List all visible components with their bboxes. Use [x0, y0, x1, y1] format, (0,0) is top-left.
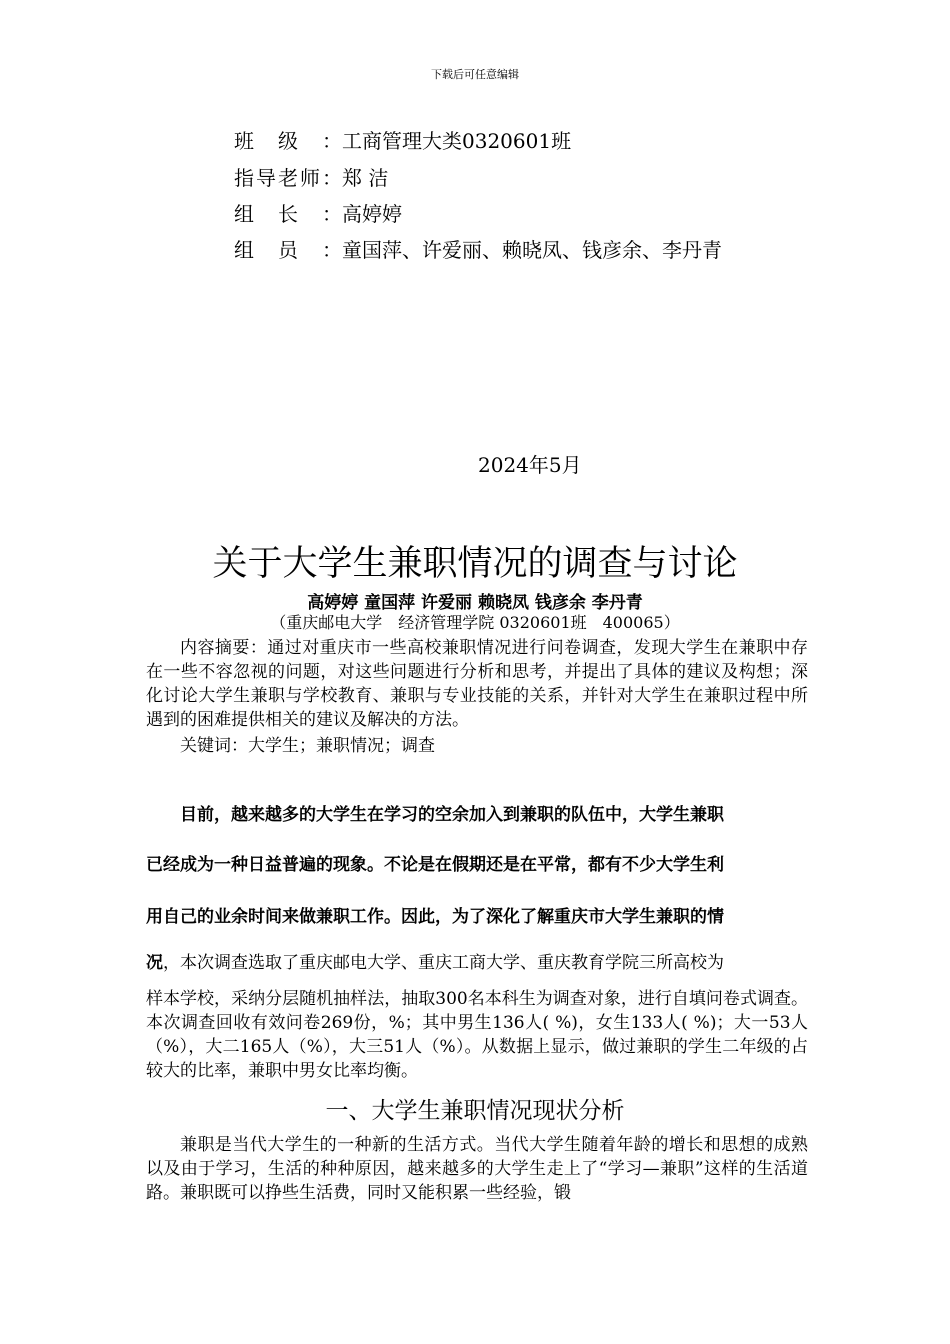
info-members: [234, 234, 722, 263]
intro-line-1: 目前，越来越多的大学生在学习的空余加入到兼职的队伍中，大学生兼职: [180, 805, 724, 825]
abstract: 内容摘要：通过对重庆市一些高校兼职情况进行问卷调查，发现大学生在兼职中存在一些不容忽视的问题，对这些问题进行分析和思考，并提出了具体的建议及构想；深化讨论大学生兼职与学校教育、兼职与专业技能的关系，并针对大学生在兼职过程中所遇到的困难提供相关的建议及解决的方法。: [146, 638, 808, 730]
intro-line-3: 用自己的业余时间来做兼职工作。因此，为了深化了解重庆市大学生兼职的情: [146, 907, 724, 927]
info-members-label: 组员：: [234, 238, 342, 262]
intro-line-2: 已经成为一种日益普遍的现象。不论是在假期还是在平常，都有不少大学生利: [146, 855, 724, 875]
intro-rest: 样本学校，采纳分层随机抽样法，抽取300名本科生为调查对象，进行自填问卷式调查。本次调查回收有效问卷269份，%；其中男生136人( %)，女生133人( %)；大一53人（%），大二165人（%），大三51人（%）。从数据上显示，做过兼职的学生二年级的占较大的比率，兼职中男女比率均衡。: [146, 989, 808, 1081]
keywords: 关键词：大学生；兼职情况；调查: [180, 736, 435, 756]
info-advisor: [234, 162, 388, 191]
info-advisor-value: 郑 洁: [342, 166, 389, 190]
info-class-value: 工商管理大类0320601班: [342, 129, 572, 153]
info-advisor-label: 指导老师：: [234, 166, 342, 190]
section-1-text: 兼职是当代大学生的一种新的生活方式。当代大学生随着年龄的增长和思想的成熟以及由于学习，生活的种种原因，越来越多的大学生走上了“学习—兼职”这样的生活道路。兼职既可以挣些生活费，同时又能积累一些经验，锻: [146, 1135, 808, 1203]
info-members-value: 童国萍、许爱丽、赖晓凤、钱彦余、李丹青: [342, 238, 722, 262]
info-leader-label: 组长：: [234, 202, 342, 226]
affiliation: （重庆邮电大学 经济管理学院 0320601班 400065）: [270, 613, 680, 632]
page-header-note: 下载后可任意编辑: [431, 68, 519, 81]
section-1-heading: 一、大学生兼职情况现状分析: [325, 1098, 625, 1124]
intro-line-4-rest: ，本次调查选取了重庆邮电大学、重庆工商大学、重庆教育学院三所高校为: [163, 953, 724, 973]
authors: 高婷婷 童国萍 许爱丽 赖晓凤 钱彦余 李丹青: [307, 593, 643, 613]
intro-line-4-bold: 况: [146, 953, 163, 973]
info-class: [234, 125, 571, 154]
info-leader: [234, 198, 402, 227]
intro-line-4: [146, 948, 808, 973]
info-leader-value: 高婷婷: [342, 202, 402, 226]
report-date: 2024年5月: [478, 453, 582, 477]
info-class-label: 班级：: [234, 129, 342, 153]
paper-title: 关于大学生兼职情况的调查与讨论: [212, 544, 738, 584]
